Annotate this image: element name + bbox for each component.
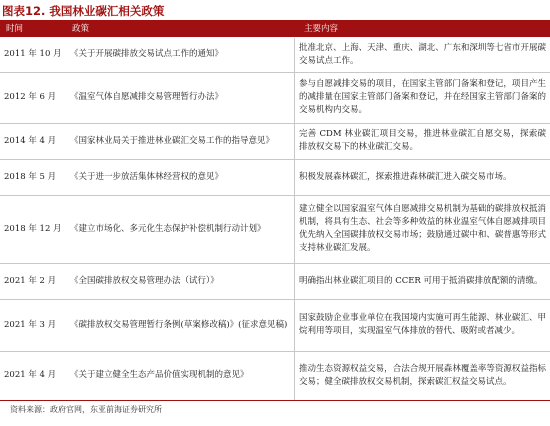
cell-policy: 《温室气体自愿减排交易管理暂行办法》 [66, 72, 295, 123]
table-row [0, 38, 550, 72]
header-content: 主要内容 [304, 24, 339, 34]
table-row [0, 72, 550, 123]
source-note: 资料来源：政府官网，东亚前海证券研究所 [10, 405, 162, 414]
table-row [0, 195, 550, 263]
cell-policy: 《国家林业局关于推进林业碳汇交易工作的指导意见》 [66, 123, 295, 159]
header-policy: 政策 [72, 24, 90, 34]
bottom-rule [0, 400, 550, 401]
cell-content: 参与自愿减排交易的项目，在国家主管部门备案和登记，项目产生的减排量在国家主管部门备案和登记，并在经国家主管部门备案的交易机构内交易。 [295, 72, 550, 123]
cell-time: 2012 年 6 月 [0, 72, 66, 123]
table-row [0, 159, 550, 195]
cell-policy: 《碳排放权交易管理暂行条例(草案修改稿)》(征求意见稿) [66, 299, 295, 351]
figure-title: 图表12. 我国林业碳汇相关政策 [2, 4, 165, 18]
header-time: 时间 [6, 24, 24, 34]
cell-time: 2018 年 5 月 [0, 159, 66, 195]
cell-policy: 《全国碳排放权交易管理办法（试行）》 [66, 263, 295, 299]
table-row [0, 263, 550, 299]
cell-time: 2021 年 2 月 [0, 263, 66, 299]
cell-content: 积极发展森林碳汇，探索推进森林碳汇进入碳交易市场。 [295, 159, 550, 195]
cell-content: 国家鼓励企业事业单位在我国境内实施可再生能源、林业碳汇、甲烷利用等项目，实现温室气体排放的替代、吸附或者减少。 [295, 299, 550, 351]
cell-content: 明确指出林业碳汇项目的 CCER 可用于抵消碳排放配额的清缴。 [295, 263, 550, 299]
cell-content: 批准北京、上海、天津、重庆、湖北、广东和深圳等七省市开展碳交易试点工作。 [295, 38, 550, 72]
policy-table [0, 38, 550, 401]
cell-time: 2014 年 4 月 [0, 123, 66, 159]
cell-policy: 《关于开展碳排放交易试点工作的通知》 [66, 38, 295, 72]
table-row [0, 123, 550, 159]
table-row [0, 351, 550, 400]
table-header [0, 21, 550, 37]
cell-content: 建立健全以国家温室气体自愿减排交易机制为基础的碳排放权抵消机制，将具有生态、社会等多种效益的林业温室气体自愿减排项目优先纳入全国碳排放权交易市场；鼓励通过碳中和、碳普惠等形式支持林业碳汇发展。 [295, 195, 550, 263]
cell-policy: 《建立市场化、多元化生态保护补偿机制行动计划》 [66, 195, 295, 263]
cell-content: 推动生态资源权益交易，合法合规开展森林覆盖率等资源权益指标交易；健全碳排放权交易机制，探索碳汇权益交易试点。 [295, 351, 550, 400]
table-row [0, 299, 550, 351]
cell-content: 完善 CDM 林业碳汇项目交易，推进林业碳汇自愿交易，探索碳排放权交易下的林业碳汇交易。 [295, 123, 550, 159]
cell-time: 2018 年 12 月 [0, 195, 66, 263]
cell-time: 2011 年 10 月 [0, 38, 66, 72]
cell-time: 2021 年 3 月 [0, 299, 66, 351]
cell-time: 2021 年 4 月 [0, 351, 66, 400]
cell-policy: 《关于建立健全生态产品价值实现机制的意见》 [66, 351, 295, 400]
cell-policy: 《关于进一步放活集体林经营权的意见》 [66, 159, 295, 195]
